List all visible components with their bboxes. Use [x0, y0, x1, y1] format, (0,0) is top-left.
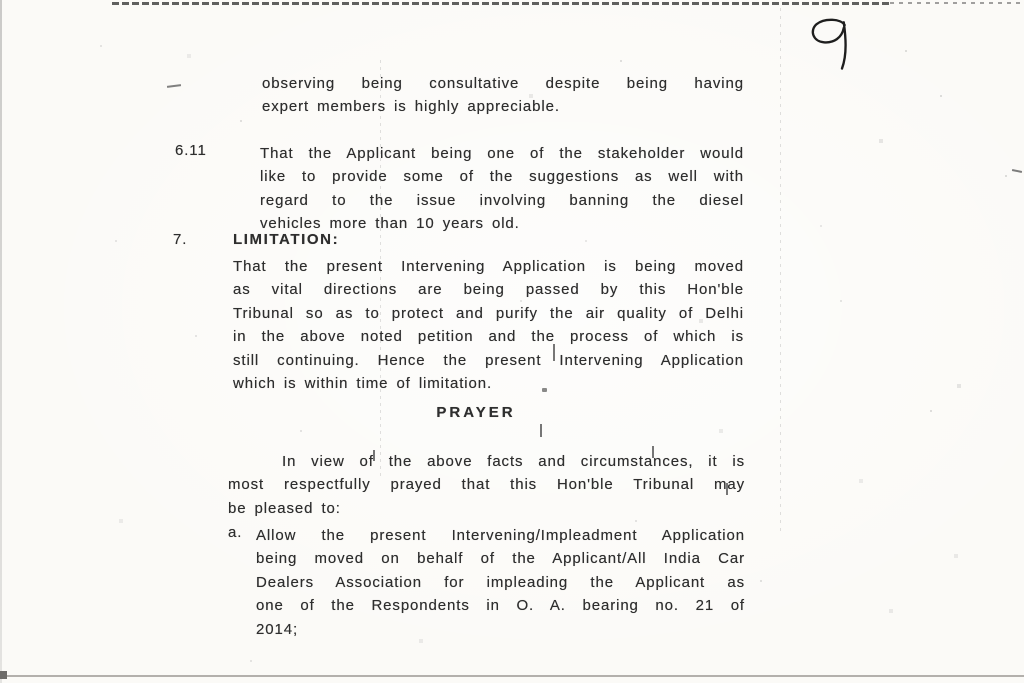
handwritten-page-number	[806, 16, 858, 74]
text-line: Tribunal so as to protect and purify the air quality of Delhi	[233, 304, 744, 322]
scan-top-edge-artifact-right	[890, 2, 1020, 4]
clause-7-body	[233, 255, 744, 396]
prayer-item-a-body	[256, 524, 745, 641]
scan-bottom-edge-artifact	[0, 675, 1024, 677]
clause-6-11-body	[260, 142, 744, 236]
scan-noise	[0, 0, 2, 2]
prayer-item-a-marker: a.	[228, 524, 243, 541]
margin-dash-mark	[167, 84, 181, 88]
prayer-heading: PRAYER	[436, 404, 516, 421]
limitation-heading: LIMITATION:	[233, 231, 340, 248]
text-line: in the above noted petition and the process of which is	[233, 328, 744, 346]
text-line: observing being consultative despite being having	[262, 75, 744, 92]
stray-ink-tick	[540, 424, 542, 437]
clause-number-6-11: 6.11	[175, 142, 207, 159]
text-line: Allow the present Intervening/Impleadment Application	[256, 527, 745, 544]
text-line: That the present Intervening Application is being moved	[233, 258, 744, 275]
paper-crease-line	[780, 8, 781, 533]
prayer-intro	[228, 450, 745, 520]
text-line: regard to the issue involving banning the diesel	[260, 191, 744, 209]
text-line: That the Applicant being one of the stakeholder would	[260, 145, 744, 162]
text-line: vehicles more than 10 years old.	[260, 215, 520, 233]
text-line: Dealers Association for impleading the Applicant as	[256, 573, 745, 591]
scan-bottom-corner-mark	[0, 671, 7, 679]
handwritten-nine-glyph	[806, 16, 858, 74]
text-line: In view of the above facts and circumstances, it is	[282, 453, 745, 470]
text-line: one of the Respondents in O. A. bearing no. 21 of	[256, 597, 745, 615]
clause-number-7: 7.	[173, 231, 188, 248]
text-line: still continuing. Hence the present Intervening Application	[233, 351, 744, 369]
text-line: most respectfully prayed that this Hon'ble Tribunal may	[228, 476, 745, 494]
text-line: being moved on behalf of the Applicant/All India Car	[256, 550, 745, 568]
text-line: as vital directions are being passed by this Hon'ble	[233, 281, 744, 299]
paragraph-continuation	[262, 72, 744, 119]
scan-top-edge-artifact	[112, 2, 890, 5]
text-line: 2014;	[256, 620, 299, 638]
text-line: like to provide some of the suggestions as well with	[260, 168, 744, 186]
margin-dash-mark-right	[1012, 169, 1022, 173]
text-line: expert members is highly appreciable.	[262, 98, 560, 116]
scan-left-edge-artifact	[0, 0, 2, 683]
text-line: which is within time of limitation.	[233, 375, 493, 393]
text-line: be pleased to:	[228, 499, 341, 517]
